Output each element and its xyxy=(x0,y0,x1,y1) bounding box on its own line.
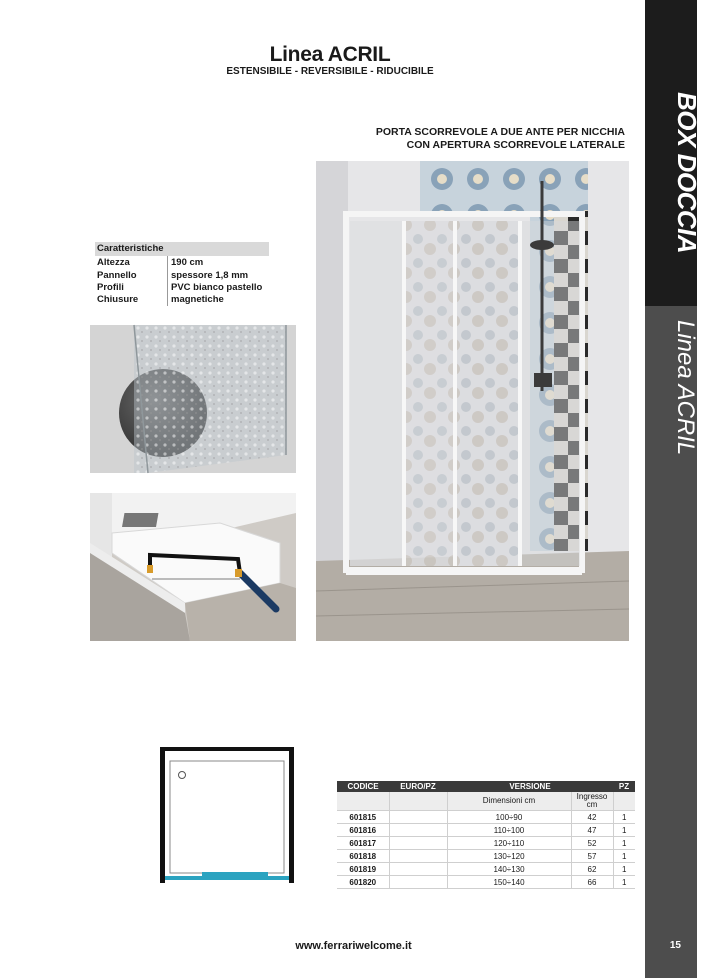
table-header-row xyxy=(337,781,635,792)
cell-ingresso: 47 xyxy=(571,824,613,837)
page-title: Linea ACRIL xyxy=(269,43,391,66)
feature-row xyxy=(95,282,269,294)
feature-label: Pannello xyxy=(95,269,168,282)
tray-cutting-photo xyxy=(90,493,296,641)
cell-pieces: 1 xyxy=(613,824,635,837)
column-header-pieces: PZ xyxy=(613,781,635,792)
cell-ingresso: 62 xyxy=(571,863,613,876)
website-link[interactable]: www.ferrariwelcome.it xyxy=(295,940,412,952)
column-header-price: EURO/PZ xyxy=(389,781,447,792)
subheader-empty xyxy=(389,792,447,811)
shower-door-photo xyxy=(316,161,629,641)
glass-detail-illustration xyxy=(90,325,296,473)
cell-pieces: 1 xyxy=(613,837,635,850)
cell-price xyxy=(389,876,447,889)
features-heading: Caratteristiche xyxy=(95,242,269,256)
cell-ingresso: 57 xyxy=(571,850,613,863)
cell-dimensions: 130÷120 xyxy=(447,850,571,863)
feature-value: spessore 1,8 mm xyxy=(171,270,249,281)
subheader-empty xyxy=(337,792,389,811)
product-caption xyxy=(376,126,625,152)
cell-price xyxy=(389,824,447,837)
sidebar-category-label: BOX DOCCIA xyxy=(672,92,702,254)
cell-code: 601816 xyxy=(337,824,389,837)
subheader-empty xyxy=(613,792,635,811)
tray-cutting-illustration xyxy=(90,493,296,641)
feature-value: PVC bianco pastello xyxy=(171,282,263,293)
cell-dimensions: 140÷130 xyxy=(447,863,571,876)
plan-drawing xyxy=(160,747,294,883)
table-row xyxy=(337,863,635,876)
cell-ingresso: 52 xyxy=(571,837,613,850)
feature-label: Chiusure xyxy=(95,294,168,306)
product-caption-line-1: PORTA SCORREVOLE A DUE ANTE PER NICCHIA xyxy=(375,126,625,138)
cell-code: 601820 xyxy=(337,876,389,889)
cell-pieces: 1 xyxy=(613,863,635,876)
cell-dimensions: 150÷140 xyxy=(447,876,571,889)
subheader-ingresso: Ingresso cm xyxy=(571,792,613,811)
table-row xyxy=(337,811,635,824)
cell-ingresso: 42 xyxy=(571,811,613,824)
page-subtitle: ESTENSIBILE - REVERSIBILE - RIDUCIBILE xyxy=(226,66,434,77)
cell-code: 601815 xyxy=(337,811,389,824)
feature-row xyxy=(95,269,269,282)
cell-price xyxy=(389,837,447,850)
feature-row xyxy=(95,294,269,306)
cell-code: 601817 xyxy=(337,837,389,850)
cell-pieces: 1 xyxy=(613,850,635,863)
features-table xyxy=(95,242,269,306)
column-header-version: VERSIONE xyxy=(447,781,613,792)
cell-ingresso: 66 xyxy=(571,876,613,889)
cell-pieces: 1 xyxy=(613,811,635,824)
table-row xyxy=(337,824,635,837)
table-row xyxy=(337,876,635,889)
subheader-dimensions: Dimensioni cm xyxy=(447,792,571,811)
table-row xyxy=(337,837,635,850)
cell-code: 601819 xyxy=(337,863,389,876)
cell-pieces: 1 xyxy=(613,876,635,889)
plan-diagram xyxy=(160,747,294,883)
feature-label: Altezza xyxy=(95,256,168,269)
cell-price xyxy=(389,811,447,824)
feature-label: Profili xyxy=(95,282,168,294)
cell-code: 601818 xyxy=(337,850,389,863)
cell-price xyxy=(389,863,447,876)
product-caption-line-2: CON APERTURA SCORREVOLE LATERALE xyxy=(406,139,625,151)
cell-dimensions: 110÷100 xyxy=(447,824,571,837)
cell-dimensions: 100÷90 xyxy=(447,811,571,824)
product-table xyxy=(337,781,635,889)
glass-detail-photo xyxy=(90,325,296,473)
feature-value: 190 cm xyxy=(171,257,204,268)
column-header-code: CODICE xyxy=(337,781,389,792)
cell-price xyxy=(389,850,447,863)
sidebar-series-label: Linea ACRIL xyxy=(672,320,699,456)
cell-dimensions: 120÷110 xyxy=(447,837,571,850)
page-number: 15 xyxy=(669,940,681,951)
feature-row xyxy=(95,256,269,269)
table-row xyxy=(337,850,635,863)
table-subheader-row xyxy=(337,792,635,811)
shower-door-illustration xyxy=(316,161,629,641)
feature-value: magnetiche xyxy=(171,294,224,305)
